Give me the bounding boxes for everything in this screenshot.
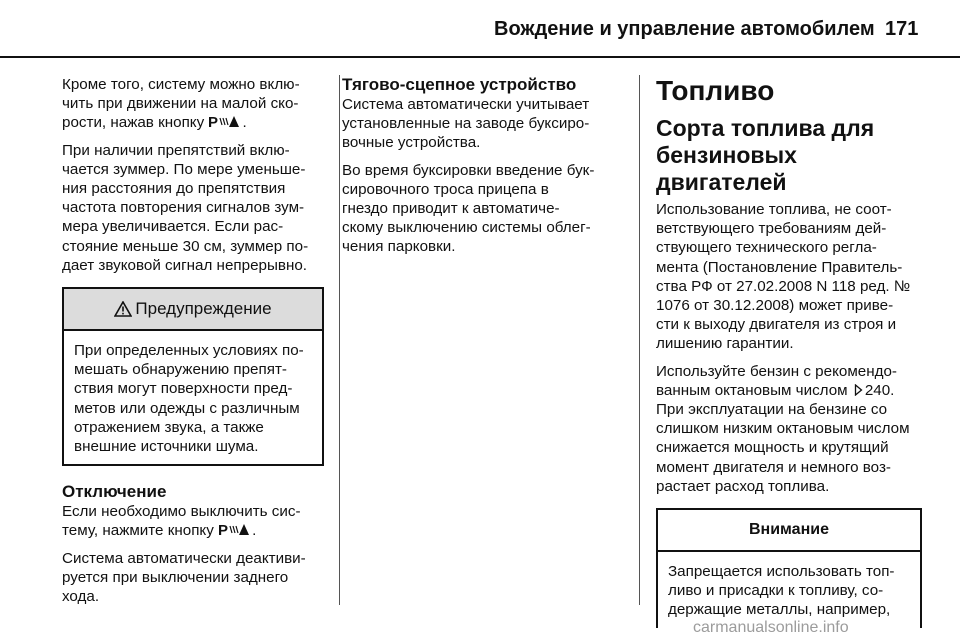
warning-title: Предупреждение (135, 299, 272, 319)
text-line: вочные устройства. (342, 134, 481, 152)
text-line: сти к выходу двигателя из строя и (656, 316, 897, 334)
text-line: скому выключению системы облег- (342, 219, 591, 237)
header-divider (0, 56, 960, 58)
text-line: растает расход топлива. (656, 477, 830, 495)
text-line: ствия могут поверхности пред- (74, 380, 293, 398)
heading-line: бензиновых двигателей (656, 142, 797, 195)
page-title: Вождение и управление автомобилем (494, 18, 875, 40)
text-line: . (890, 381, 895, 399)
text-line: Если необходимо выключить сис- (62, 503, 301, 521)
text-line: Использование топлива, не соот- (656, 201, 892, 218)
text-line: При наличии препятствий вклю- (62, 141, 290, 159)
paragraph-low-speed (62, 75, 324, 133)
text-line: чается зуммер. По мере уменьше- (62, 160, 306, 178)
text-line: гнездо приводит к автоматиче- (342, 200, 560, 218)
text-line: ветствующего требованиям дей- (656, 220, 887, 238)
section-heading-off: Отключение (62, 482, 167, 502)
text-line: метов или одежды с различным (74, 399, 300, 417)
paragraph-auto-deactivate (62, 549, 324, 607)
page-reference-icon[interactable] (854, 384, 863, 396)
paragraph-octane (656, 362, 922, 496)
park-assist-icon (208, 114, 242, 128)
text-line: мешать обнаружению препят- (74, 361, 287, 379)
page-reference-link[interactable]: 240 (864, 381, 891, 399)
topic-heading-fuel: Топливо (656, 75, 775, 106)
text-line: чения парковки. (342, 238, 456, 256)
column-left (62, 75, 324, 614)
text-line: руется при выключении заднего (62, 568, 289, 586)
text-line: 1076 от 30.12.2008) может приве- (656, 297, 894, 315)
text-line: сировочного троса прицепа в (342, 180, 549, 198)
text-line: частота повторения сигналов зум- (62, 199, 305, 217)
text-line: Запрещается использовать топ- (668, 563, 895, 581)
column-divider-right (639, 75, 640, 605)
column-middle (342, 75, 624, 265)
text-line: мента (Постановление Правитель- (656, 258, 903, 276)
text-line: Кроме того, систему можно вклю- (62, 76, 300, 93)
notice-body (658, 552, 920, 628)
text-line: рости, нажав кнопку (62, 114, 205, 132)
text-line: лишению гарантии. (656, 335, 794, 353)
svg-text:P: P (208, 114, 219, 129)
text-line: ствующего технического регла- (656, 239, 877, 257)
text-line: . (242, 114, 247, 132)
text-line: . (252, 522, 257, 540)
svg-text:P: P (218, 522, 229, 537)
section-heading-petrol (656, 115, 922, 196)
warning-box-header (64, 289, 322, 331)
text-line: момент двигателя и немного воз- (656, 458, 891, 476)
paragraph-buzzer (62, 141, 324, 275)
park-assist-icon (218, 522, 252, 536)
text-line: При эксплуатации на бензине со (656, 401, 888, 419)
text-line: Используйте бензин с рекомендо- (656, 362, 897, 380)
text-line: ства РФ от 27.02.2008 N 118 ред. № (656, 277, 911, 295)
notice-box (656, 508, 922, 628)
notice-title: Внимание (749, 521, 829, 539)
text-line: тему, нажмите кнопку (62, 522, 214, 540)
text-line: ливо и присадки к топливу, со- (668, 582, 884, 600)
column-divider-left (339, 75, 340, 605)
text-line: Система автоматически деактиви- (62, 549, 306, 567)
text-line: ния расстояния до препятствия (62, 180, 286, 198)
paragraph-towbar-2 (342, 161, 624, 257)
text-line: чить при движении на малой ско- (62, 95, 299, 113)
page-number: 171 (885, 18, 919, 40)
heading-line: Сорта топлива для (656, 115, 875, 141)
text-line: снижается мощность и крутящий (656, 439, 889, 457)
column-right (656, 75, 922, 628)
text-line: установленные на заводе буксиро- (342, 115, 590, 133)
text-line: слишком низким октановым числом (656, 420, 910, 438)
text-line: внешние источники шума. (74, 438, 259, 456)
warning-body (64, 331, 322, 464)
paragraph-switch-off (62, 502, 324, 540)
notice-box-header (658, 510, 920, 552)
text-line: держащие металлы, например, (668, 601, 891, 619)
paragraph-towbar-1 (342, 95, 624, 153)
text-line: отражением звука, а также (74, 418, 264, 436)
warning-icon (114, 301, 132, 317)
text-line: При определенных условиях по- (74, 342, 304, 360)
text-line: стояние меньше 30 см, зуммер по- (62, 237, 309, 255)
text-line: мера увеличивается. Если рас- (62, 218, 284, 236)
text-line: дает звуковой сигнал непрерывно. (62, 256, 307, 274)
warning-box (62, 287, 324, 466)
paragraph-fuel-regulation (656, 200, 922, 354)
watermark: carmanualsonline.info (693, 619, 849, 636)
text-line: Во время буксировки введение бук- (342, 161, 595, 179)
text-line: хода. (62, 588, 100, 606)
text-line: Система автоматически учитывает (342, 96, 590, 113)
text-line: ванным октановым числом (656, 381, 848, 399)
section-heading-towbar: Тягово-сцепное устройство (342, 75, 577, 94)
